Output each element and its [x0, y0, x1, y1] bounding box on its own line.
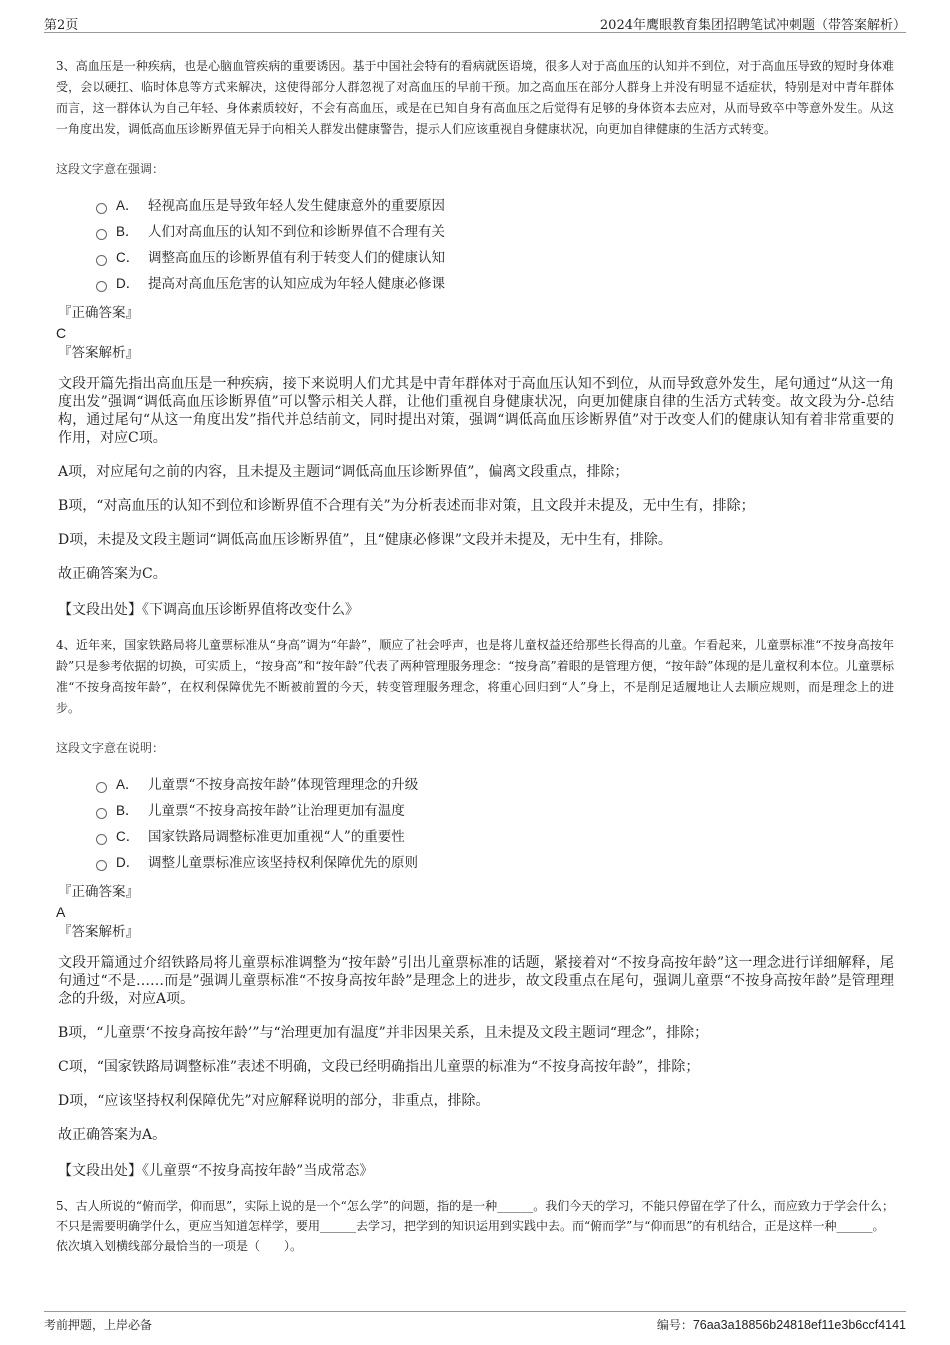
option-text: 提高对高血压危害的认知应成为年轻人健康必修课: [148, 276, 445, 292]
document-id-label: 编号：: [656, 1318, 693, 1332]
option-letter: B．: [116, 224, 139, 239]
passage-source: 【文段出处】《下调高血压诊断界值将改变什么》: [58, 602, 359, 618]
radio-icon[interactable]: [96, 203, 107, 214]
option-text: 儿童票“不按身高按年龄”体现管理理念的升级: [148, 777, 419, 793]
option-a[interactable]: [96, 193, 894, 219]
radio-icon[interactable]: [96, 808, 107, 819]
option-c[interactable]: [96, 824, 894, 850]
page-footer: [44, 1311, 906, 1336]
analysis-point: A项，对应尾句之前的内容，且未提及主题词“调低高血压诊断界值”，偏离文段重点，排除；: [58, 464, 629, 480]
analysis-conclusion: 故正确答案为A。: [58, 1127, 167, 1143]
analysis-point: B项，“对高血压的认知不到位和诊断界值不合理有关”为分析表述而非对策，且文段并未提及，无中生有，排除；: [58, 498, 755, 514]
radio-icon[interactable]: [96, 782, 107, 793]
option-c[interactable]: [96, 245, 894, 271]
analysis-conclusion: 故正确答案为C。: [58, 566, 167, 582]
analysis-text: 文段开篇通过介绍铁路局将儿童票标准调整为“按年龄”引出儿童票标准的话题，紧接着对“不按身高按年龄”这一理念进行详细解释，尾句通过“不是……而是”强调儿童票标准“不按身高按年龄”是理念上的进步，故文段重点在尾句，强调儿童票“不按身高按年龄”是管理理念的升级，对应A项。: [58, 955, 894, 1007]
question-3-prompt: 这段文字意在强调：: [56, 162, 165, 176]
answer-label: 『正确答案』: [58, 305, 139, 321]
passage-source: 【文段出处】《儿童票“不按身高按年龄”当成常态》: [58, 1163, 374, 1179]
option-text: 轻视高血压是导致年轻人发生健康意外的重要原因: [148, 198, 445, 214]
question-5: [56, 1196, 894, 1256]
answer-label: 『正确答案』: [58, 884, 139, 900]
footer-slogan: 考前押题，上岸必备: [44, 1318, 153, 1332]
analysis-point: D项，未提及文段主题词“调低高血压诊断界值”，且“健康必修课”文段并未提及，无中生有，排除。: [58, 532, 672, 548]
option-letter: D．: [116, 276, 140, 291]
analysis-label: 『答案解析』: [58, 924, 139, 940]
page-number: 第2页: [44, 18, 79, 33]
analysis-text: 文段开篇先指出高血压是一种疾病，接下来说明人们尤其是中青年群体对于高血压认知不到位，从而导致意外发生，尾句通过“从这一角度出发”强调“调低高血压诊断界值”可以警示相关人群，让他们重视自身健康状况，向更加健康自律的生活方式转变。故文段为分-总结构，通过尾句“从这一角度出发”指代并总结前文，同时提出对策，强调“调低高血压诊断界值”对于改变人们的健康认知有着非常重要的作用，对应C项。: [58, 376, 894, 446]
option-text: 调整儿童票标准应该坚持权利保障优先的原则: [148, 855, 418, 871]
option-letter: C．: [116, 250, 140, 265]
question-3-passage: 3、高血压是一种疾病，也是心脑血管疾病的重要诱因。基于中国社会特有的看病就医语境，很多人对于高血压的认知并不到位，对于高血压导致的短时身体难受，会以硬扛、临时体息等方式来解决，这使得部分人群忽视了对高血压的早前干预。加之高血压在部分人群身上并没有明显不适症状，特别是对中青年群体而言，这一群体认为自己年轻、身体素质较好，不会有高血压，或是在已知自身有高血压之后觉得有足够的身体资本去应对，从而导致卒中等意外发生。从这一角度出发，调低高血压诊断界值无异于向相关人群发出健康警告，提示人们应该重视自身健康状况，向更加自律健康的生活方式转变。: [56, 59, 894, 136]
document-title: 2024年鹰眼教育集团招聘笔试冲刺题（带答案解析）: [599, 18, 906, 33]
question-4: [56, 635, 894, 1180]
analysis-point: B项，“儿童票‘不按身高按年龄’”与“治理更加有温度”并非因果关系，且未提及文段主题词“理念”，排除；: [58, 1025, 709, 1041]
option-letter: A．: [116, 198, 139, 213]
question-5-prompt: 依次填入划横线部分最恰当的一项是（ ）。: [56, 1239, 303, 1253]
option-d[interactable]: [96, 850, 894, 876]
analysis-point: C项，“国家铁路局调整标准”表述不明确，文段已经明确指出儿童票的标准为“不按身高按年龄”，排除；: [58, 1059, 700, 1075]
option-text: 人们对高血压的认知不到位和诊断界值不合理有关: [148, 224, 445, 240]
question-4-options: [56, 772, 894, 876]
option-b[interactable]: [96, 219, 894, 245]
analysis-point: D项，“应该坚持权利保障优先”对应解释说明的部分，非重点，排除。: [58, 1093, 490, 1109]
radio-icon[interactable]: [96, 860, 107, 871]
main-content: [56, 56, 894, 1256]
question-5-passage: 5、古人所说的“俯而学，仰而思”，实际上说的是一个“怎么学”的问题，指的是一种______。我们今天的学习，不能只停留在学了什么，而应致力于学会什么；不只是需要明确学什么，更应当知道怎样学，要用______去学习，把学到的知识运用到实践中去。而“俯而学”与“仰而思”的有机结合，正是这样一种______。: [56, 1199, 894, 1233]
question-4-prompt: 这段文字意在说明：: [56, 741, 165, 755]
option-d[interactable]: [96, 271, 894, 297]
option-text: 国家铁路局调整标准更加重视“人”的重要性: [148, 829, 405, 845]
radio-icon[interactable]: [96, 229, 107, 240]
option-text: 调整高血压的诊断界值有利于转变人们的健康认知: [148, 250, 445, 266]
page-header: [44, 12, 906, 33]
document-id-value: 76aa3a18856b24818ef11e3b6ccf4141: [692, 1318, 906, 1332]
option-text: 儿童票“不按身高按年龄”让治理更加有温度: [148, 803, 405, 819]
question-4-passage: 4、近年来，国家铁路局将儿童票标准从“身高”调为“年龄”，顺应了社会呼声，也是将儿童权益还给那些长得高的儿童。乍看起来，儿童票标准“不按身高按年龄”只是参考依据的切换，可实质上，“按身高”和“按年龄”代表了两种管理服务理念：“按身高”着眼的是管理方便，“按年龄”体现的是儿童权利本位。儿童票标准“不按身高按年龄”，在权利保障优先不断被前置的今天，转变管理服务理念，将重心回归到“人”身上，不是削足适履地让人去顺应规则，而是理念上的进步。: [56, 638, 894, 715]
option-letter: A．: [116, 777, 139, 792]
analysis-label: 『答案解析』: [58, 345, 139, 361]
option-letter: D．: [116, 855, 140, 870]
question-3: [56, 56, 894, 619]
option-letter: B．: [116, 803, 139, 818]
document-id: [657, 1316, 906, 1333]
radio-icon[interactable]: [96, 834, 107, 845]
correct-answer: A: [56, 904, 66, 920]
radio-icon[interactable]: [96, 281, 107, 292]
correct-answer: C: [56, 325, 67, 341]
radio-icon[interactable]: [96, 255, 107, 266]
option-b[interactable]: [96, 798, 894, 824]
option-a[interactable]: [96, 772, 894, 798]
option-letter: C．: [116, 829, 140, 844]
question-3-options: [56, 193, 894, 297]
